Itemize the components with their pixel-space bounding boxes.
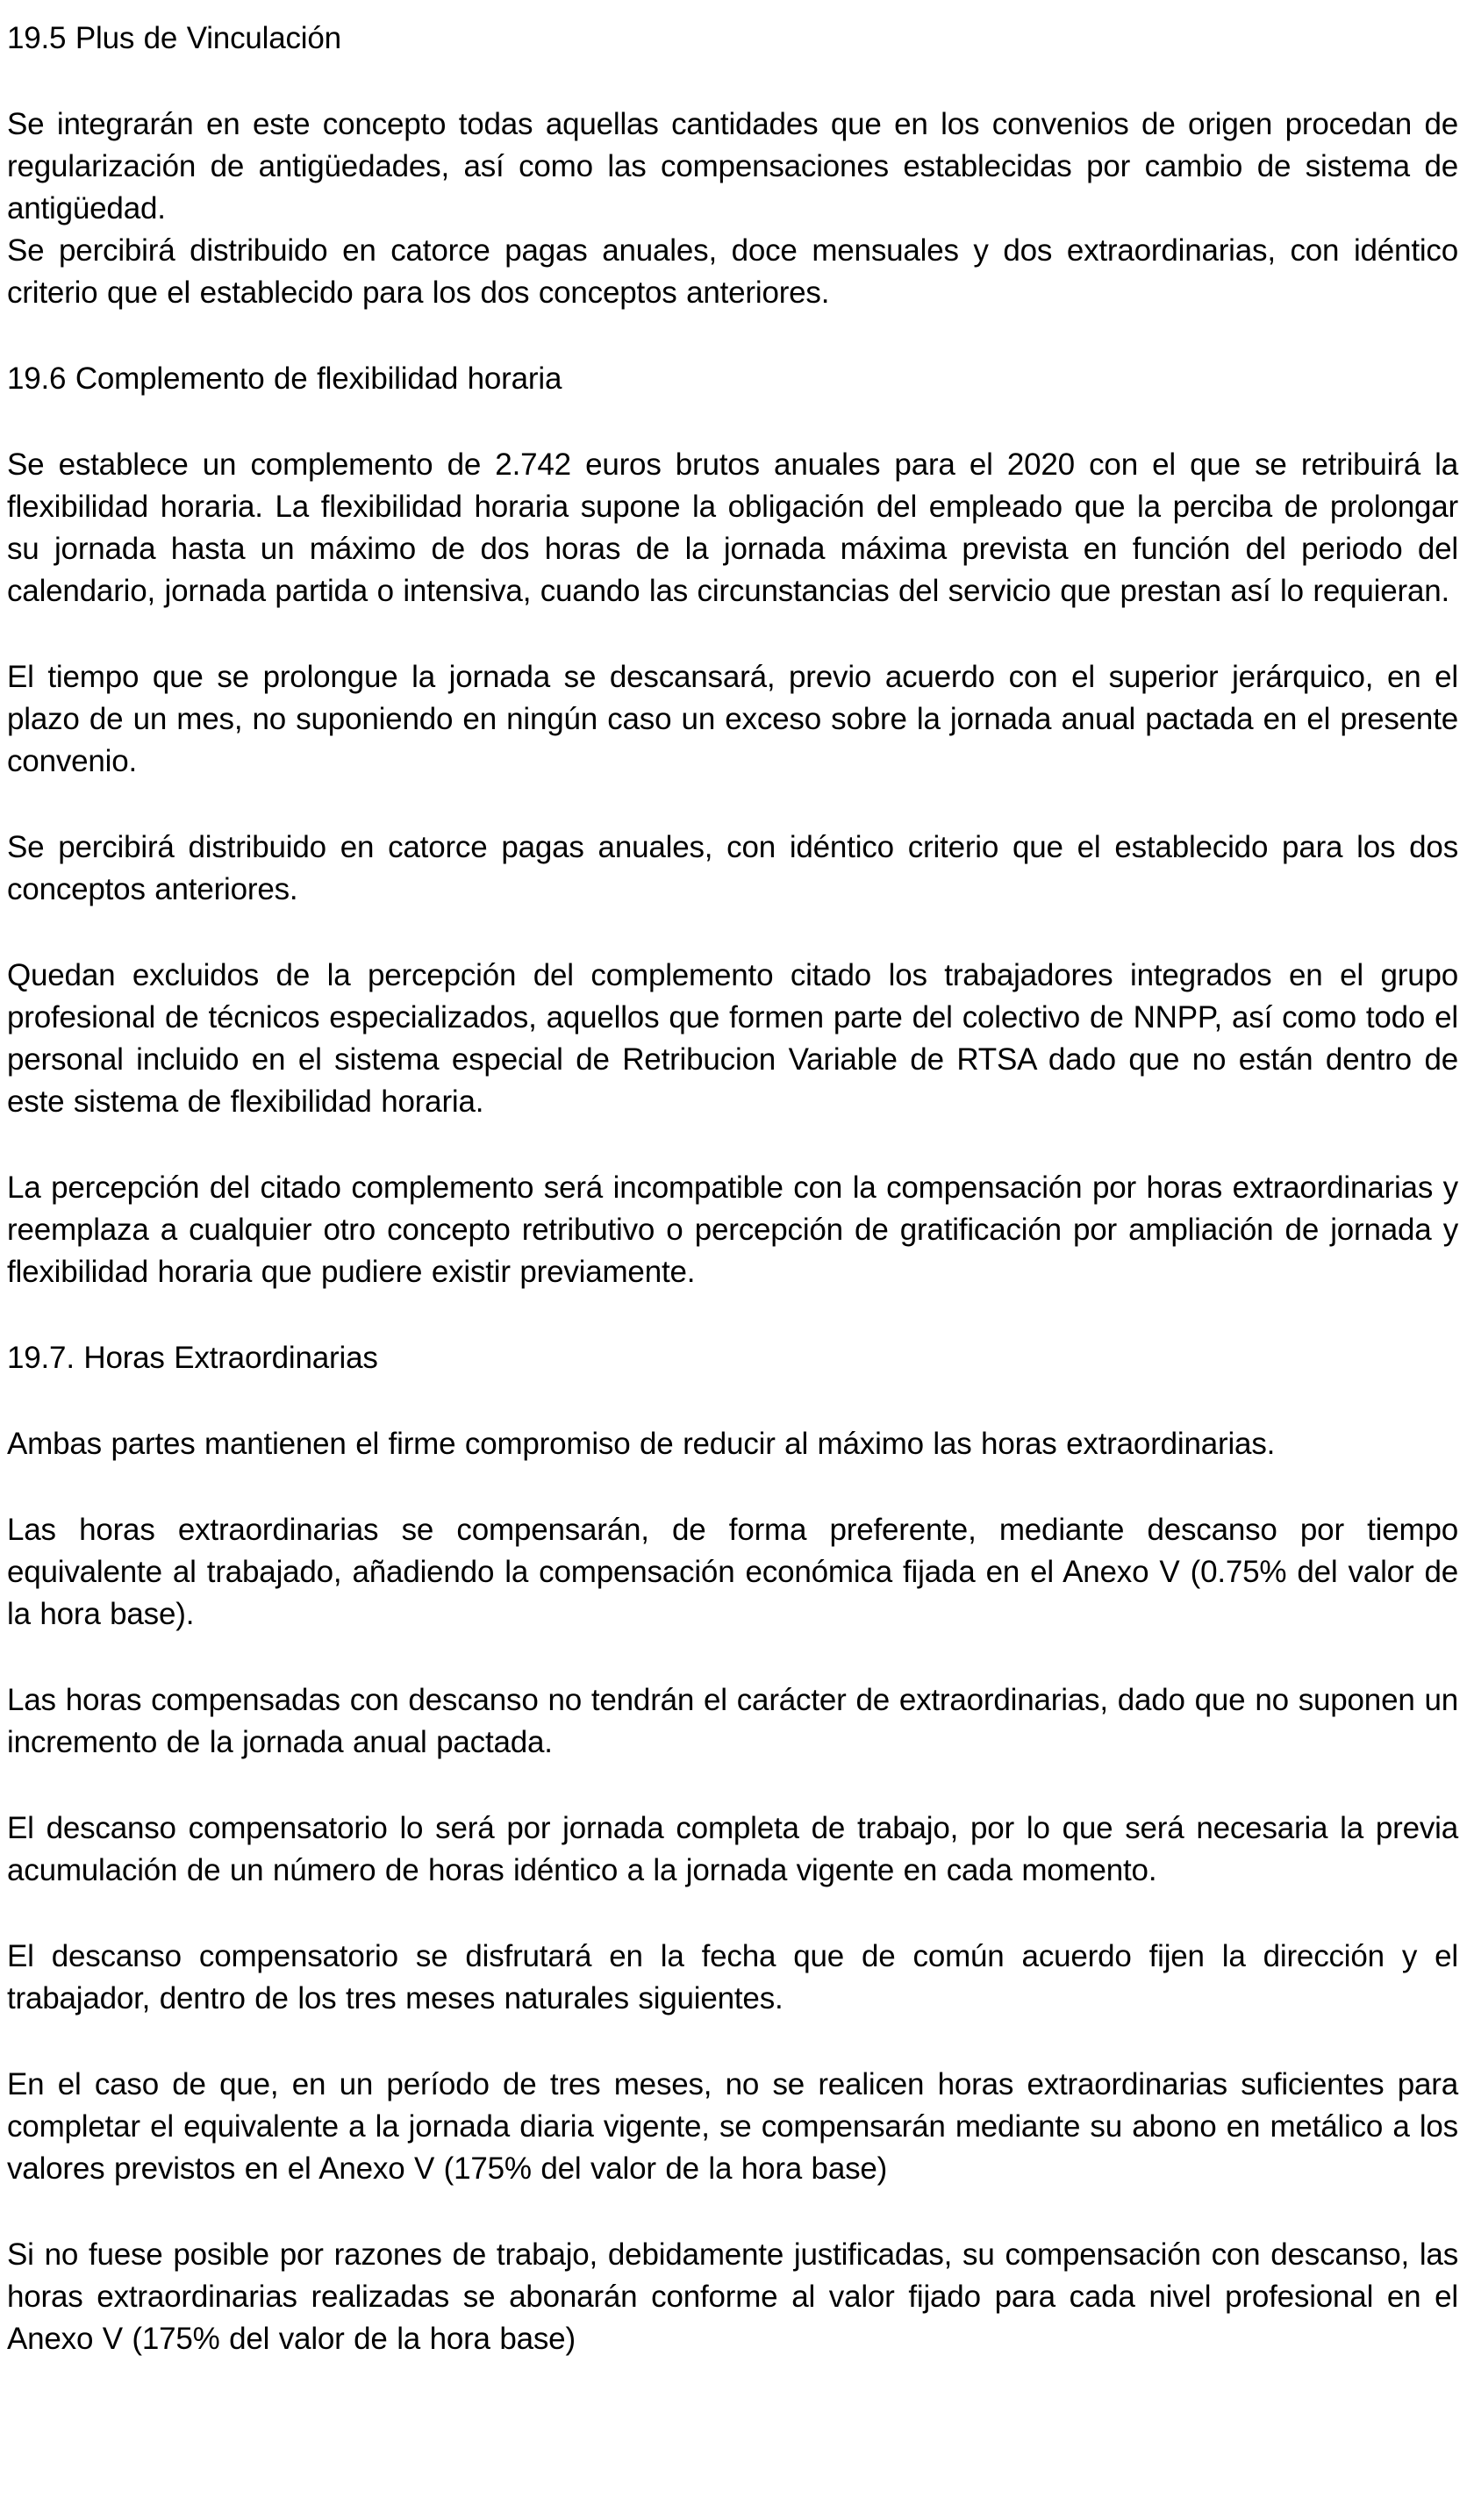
section-heading-19-6: 19.6 Complemento de flexibilidad horaria <box>7 362 562 396</box>
paragraph: Las horas extraordinarias se compensarán, de forma preferente, mediante descanso por tiempo equivalente al trabajado, añadiendo la compensación económica fijada en el Anexo V (0.75% del valor de la hora base). <box>7 1513 1458 1631</box>
paragraph: Se integrarán en este concepto todas aquellas cantidades que en los convenios de origen procedan de regularización de antigüedades, así como las compensaciones establecidas por cambio de sistema de antigüedad. <box>7 107 1458 226</box>
paragraph: Quedan excluidos de la percepción del complemento citado los trabajadores integrados en el grupo profesional de técnicos especializados, aquellos que formen parte del colectivo de NNPP, así como todo el personal incluido en el sistema especial de Retribucion Variable de RTSA dado que no están dentro de este sistema de flexibilidad horaria. <box>7 958 1458 1119</box>
paragraph: Ambas partes mantienen el firme compromiso de reducir al máximo las horas extraordinarias. <box>7 1427 1276 1461</box>
paragraph: Se percibirá distribuido en catorce pagas anuales, doce mensuales y dos extraordinarias, con idéntico criterio que el establecido para los dos conceptos anteriores. <box>7 233 1458 310</box>
paragraph: El descanso compensatorio se disfrutará en la fecha que de común acuerdo fijen la dirección y el trabajador, dentro de los tres meses naturales siguientes. <box>7 1939 1458 2015</box>
section-heading-19-5: 19.5 Plus de Vinculación <box>7 21 341 55</box>
paragraph: Se percibirá distribuido en catorce pagas anuales, con idéntico criterio que el establecido para los dos conceptos anteriores. <box>7 830 1458 906</box>
paragraph: En el caso de que, en un período de tres meses, no se realicen horas extraordinarias suficientes para completar el equivalente a la jornada diaria vigente, se compensarán mediante su abono en metálico a los valores previstos en el Anexo V (175% del valor de la hora base) <box>7 2067 1458 2186</box>
paragraph: Si no fuese posible por razones de trabajo, debidamente justificadas, su compensación con descanso, las horas extraordinarias realizadas se abonarán conforme al valor fijado para cada nivel profesional en el Anexo V (175% del valor de la hora base) <box>7 2237 1458 2356</box>
section-heading-19-7: 19.7. Horas Extraordinarias <box>7 1341 378 1375</box>
paragraph: El tiempo que se prolongue la jornada se descansará, previo acuerdo con el superior jerárquico, en el plazo de un mes, no suponiendo en ningún caso un exceso sobre la jornada anual pactada en el presente convenio. <box>7 660 1458 778</box>
paragraph: Se establece un complemento de 2.742 euros brutos anuales para el 2020 con el que se retribuirá la flexibilidad horaria. La flexibilidad horaria supone la obligación del empleado que la perciba de prolongar su jornada hasta un máximo de dos horas de la jornada máxima prevista en función del periodo del calendario, jornada partida o intensiva, cuando las circunstancias del servicio que prestan así lo requieran. <box>7 447 1458 608</box>
paragraph: El descanso compensatorio lo será por jornada completa de trabajo, por lo que será necesaria la previa acumulación de un número de horas idéntico a la jornada vigente en cada momento. <box>7 1811 1458 1887</box>
paragraph: Las horas compensadas con descanso no tendrán el carácter de extraordinarias, dado que no suponen un incremento de la jornada anual pactada. <box>7 1683 1458 1759</box>
paragraph: La percepción del citado complemento será incompatible con la compensación por horas extraordinarias y reemplaza a cualquier otro concepto retributivo o percepción de gratificación por ampliación de jornada y flexibilidad horaria que pudiere existir previamente. <box>7 1171 1458 1289</box>
